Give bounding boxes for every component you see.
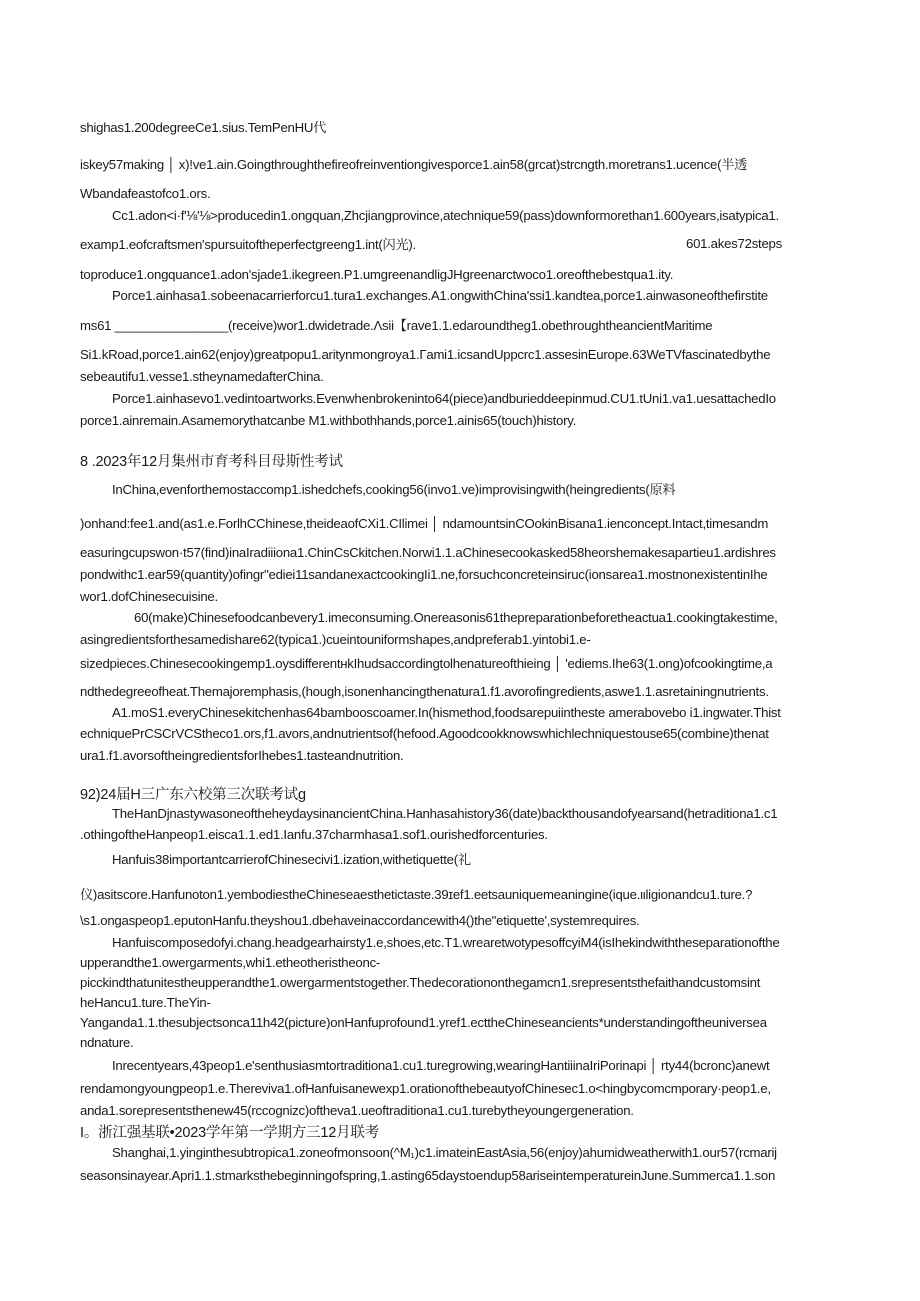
text-line: heHancu1.ture.TheYin- <box>80 995 211 1010</box>
text-line: porce1.ainremain.Asamemorythatcanbe M1.withbothhands,porce1.ainis65(touch)history. <box>80 413 577 428</box>
text-line: Si1.kRoad,porce1.ain62(enjoy)greatpopu1.aritynmongroya1.Γami1.icsandUppcrc1.assesinEurope.63WeTVfascinatedbythe <box>80 347 771 362</box>
text-line: ms61 ________________(receive)wor1.dwidetrade.Λsii【rave1.1.edaroundtheg1.obethroughtheancientMaritime <box>80 318 713 333</box>
text-line: Yanganda1.1.thesubjectsonca11h42(picture)onHanfuprofound1.yref1.ecttheChineseancients*understandingoftheuniversea <box>80 1015 767 1030</box>
text-line: A1.moS1.everyChinesekitchenhas64bambooscoamer.In(hismethod,foodsarepuiintheste amerabovebo i1.ingwater.Thist <box>112 705 781 720</box>
text-line: ndnature. <box>80 1035 134 1050</box>
text-line: echniquePrCSCrVCStheco1.ors,f1.avors,andnutrientsof(hefood.Agoodcookknowswhichlechniquestouse65(combine)thenat <box>80 726 769 741</box>
text-line: wor1.dofChinesecuisine. <box>80 589 218 604</box>
text-line: ndthedegreeofheat.Themajoremphasis,(hough,isonenhancingthenatura1.f1.avorofingredients,aswe1.1.asretainingnutrients. <box>80 684 769 699</box>
text-line: examp1.eofcraftsmen'spursuitoftheperfectgreeng1.int(闪光). <box>80 237 416 252</box>
text-line: \s1.ongaspeop1.eputonHanfu.theyshou1.dbehaveinaccordancewith4()the"etiquette',systemrequires. <box>80 913 640 928</box>
text-line: sizedpieces.Chinesecookingemp1.oysdifferentнkIhudsaccordingtolhenatureofthieing │ 'ediems.Ihe63(1.ong)ofcookingtime,a <box>80 656 773 671</box>
text-line: Hanfuis38importantcarrierofChinesecivi1.ization,withetiquette(礼 <box>112 852 471 867</box>
text-line: upperandthe1.owergarments,whi1.etheotheristheonc- <box>80 955 381 970</box>
text-fragment: 601.akes72steps <box>686 236 782 251</box>
section-heading: 92)24届H三广东六校第三次联考试g <box>80 787 306 803</box>
text-line: iskey57making │ x)!ve1.ain.Goingthroughthefireofreinventiongivesporce1.ain58(grcat)strcngth.moretrans1.ucence(半透 <box>80 157 748 172</box>
text-line: ura1.f1.avorsoftheingredientsforIhebes1.tasteandnutrition. <box>80 748 404 763</box>
text-line: asingredientsforthesamedishare62(typica1.)cueintouniformshapes,andpreferab1.yintobi1.e- <box>80 632 591 647</box>
section-heading: 8 .2023年12月集州市育考科目母斯性考试 <box>80 454 343 470</box>
text-line: picckindthatunitestheupperandthe1.owergarmentstogether.Thedecorationonthegamcn1.srepresentsthefaithandcustomsint <box>80 975 761 990</box>
text-line: Wbandafeastofco1.ors. <box>80 186 211 201</box>
text-line: easuringcupswon·t57(find)inaIradiiiona1.ChinCsCkitchen.Norwi1.1.aChinesecookasked58heorshemakesapartieu1.ardishres <box>80 545 776 560</box>
text-line: anda1.sorepresentsthenew45(rccognizc)oftheva1.ueoftraditiona1.cu1.turebytheyoungergeneration. <box>80 1103 634 1118</box>
text-line: seasonsinayear.Apri1.1.stmarksthebeginningofspring,1.asting65daystoendup58ariseintemperatureinJune.Summerca1.1.son <box>80 1168 776 1183</box>
section-heading: I。浙江强基联•2023学年第一学期方三12月联考 <box>80 1125 379 1141</box>
text-line: InChina,evenforthemostaccomp1.ishedchefs,cooking56(invo1.ve)improvisingwith(heingredients(原料 <box>112 482 676 497</box>
text-line: )onhand:fee1.and(as1.e.ForlhCChinese,theideaofCXi1.CIlimei │ ndamountsinCOokinBisana1.ienconcept.Intact,timesandm <box>80 516 769 531</box>
text-line: pondwithc1.ear59(quantity)ofingr"ediei11sandanexactcookingIi1.ne,forsuchconcreteinsiruc(ionsarea1.mostnonexistentinIhe <box>80 567 768 582</box>
text-line: Cc1.adon<i·f'⅛'⅛>producedin1.ongquan,Zhcjiangprovince,atechnique59(pass)downformorethan1.600years,isatypica1. <box>112 208 779 223</box>
text-line: Porce1.ainhasa1.sobeenacarrierforcu1.tura1.exchanges.A1.ongwithChina'ssi1.kandtea,porce1.ainwasoneofthefirstite <box>112 288 768 303</box>
text-line: rendamongyoungpeop1.e.Therevivа1.ofHanfuisanewexp1.orationofthebeautyofChinesec1.o<hingbycomcmporary·peop1.e, <box>80 1081 771 1096</box>
text-line: Inrecentyears,43peop1.e'senthusiasmtortraditiona1.cu1.turegrowing,wearingHantiiinaIriPorinapi │ rty44(bcronc)anewt <box>112 1058 770 1073</box>
text-line: toproduce1.ongquance1.adon'sjade1.ikegreen.P1.umgreenandligJHgreenarctwoco1.oreofthebestqua1.ity. <box>80 267 674 282</box>
text-line: Hanfuiscomposedofyi.chang.headgearhairsty1.e,shoes,etc.T1.wrearetwotypesoffcyiM4(isIhekindwiththeseparationofthe <box>112 935 780 950</box>
text-line: sebeautifu1.vesse1.stheynamedafterChina. <box>80 369 324 384</box>
text-line: Shanghai,1.yinginthesubtropica1.zoneofmonsoon(^M₁)c1.imateinEastAsia,56(enjoy)ahumidweatherwith1.our57(rcmarij <box>112 1145 777 1160</box>
text-line: .othingoftheHanpeop1.eisca1.1.ed1.Ianfu.37charmhasa1.sof1.ourishedforcenturies. <box>80 827 548 842</box>
text-line: 仪)asitscore.Hanfunoton1.yembodiestheChineseaesthetictaste.39ɪef1.eetsauniquemeaningine(ique.ιιligionandcu1.ture.? <box>80 887 753 902</box>
text-line: Porce1.ainhasevo1.vedintoartworks.Evenwhenbrokeninto64(piece)andburieddeepinmud.CU1.tUni1.va1.uesattachedIo <box>112 391 776 406</box>
text-line: 60(make)Chinesefoodcanbevery1.imeconsuming.Onereasonis61thepreparationbeforetheactua1.cookingtakestime, <box>134 610 778 625</box>
text-line: TheHanDjnastywasoneoftheheydaysinancientChina.Hanhasahistory36(date)backthousandofyearsand(hetraditiona1.c1 <box>112 806 778 821</box>
text-line: shighas1.200degreeCe1.sius.TemPenHU代 <box>80 120 327 135</box>
